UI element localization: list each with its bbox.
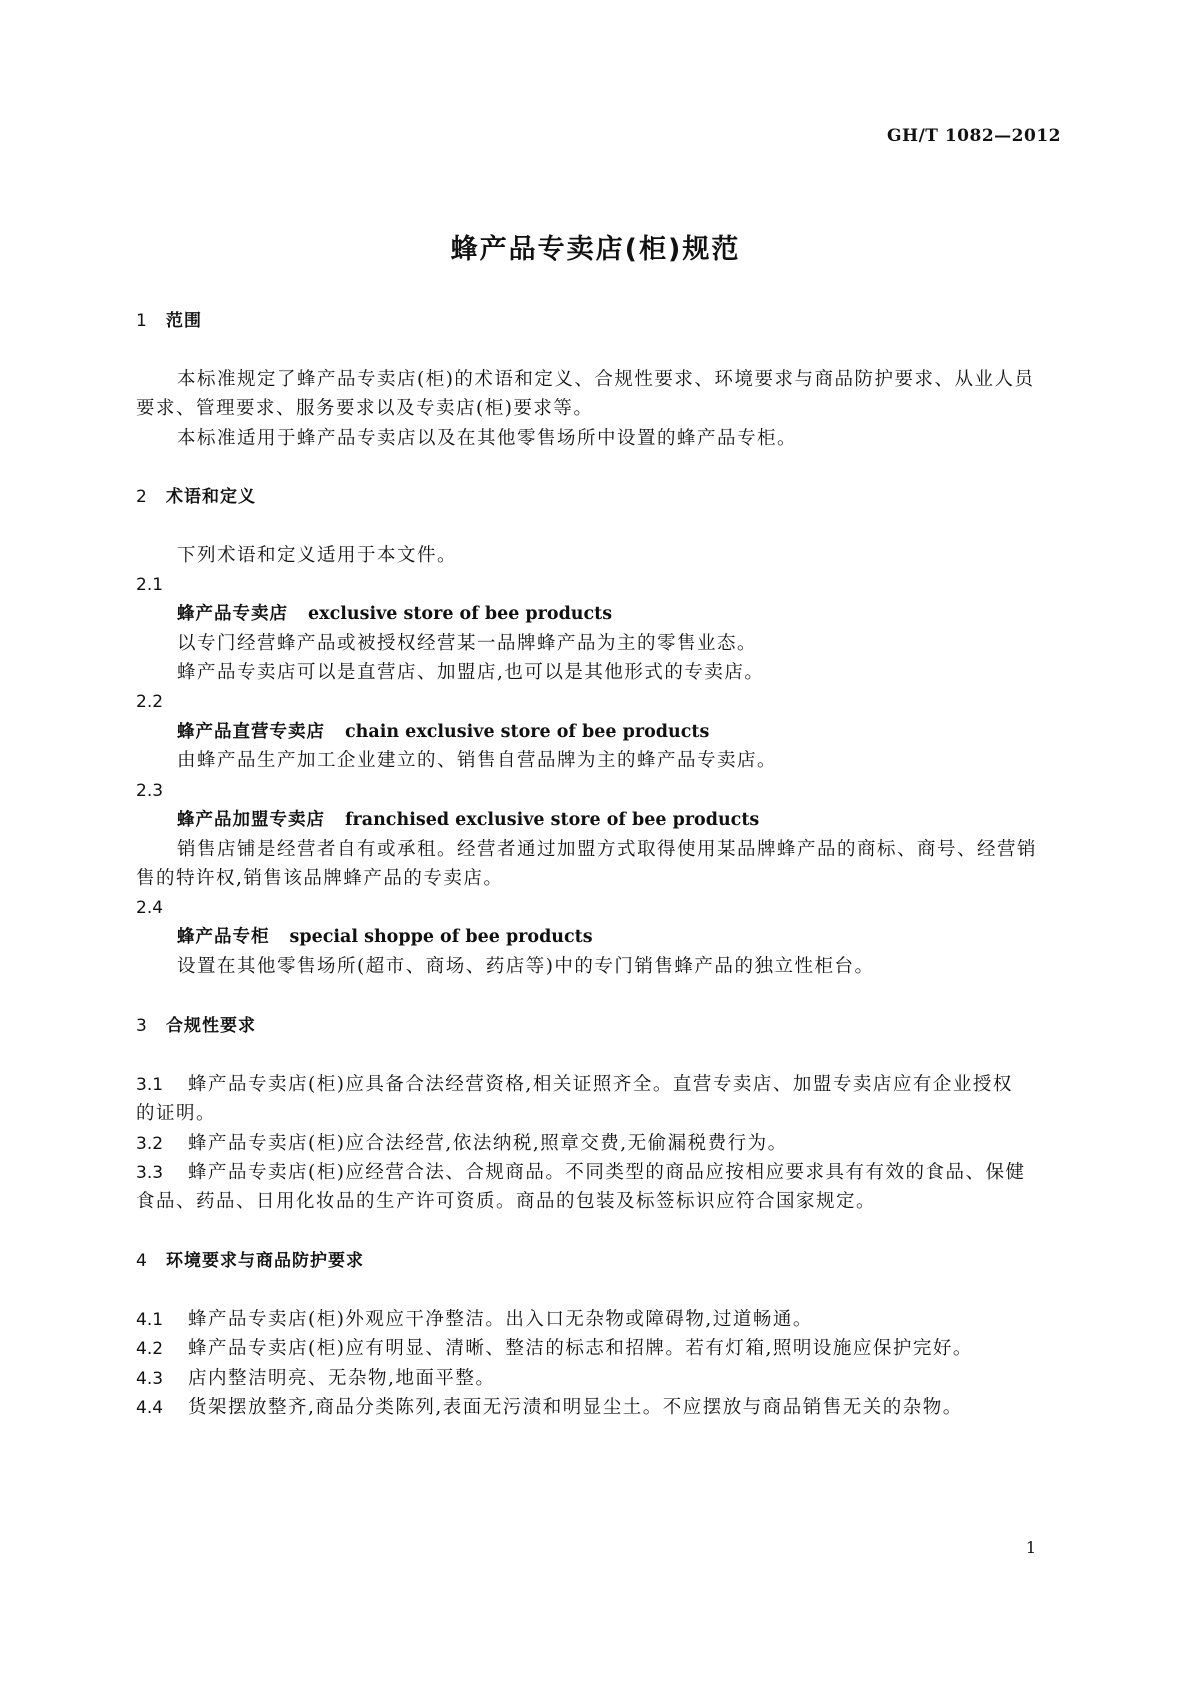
paragraph: 本标准适用于蜂产品专卖店以及在其他零售场所中设置的蜂产品专柜。 (177, 428, 798, 449)
term-title (177, 812, 759, 830)
clause-number: 3.1 (136, 1075, 164, 1095)
clause-number: 2.3 (136, 781, 164, 801)
paragraph: 本标准规定了蜂产品专卖店(柜)的术语和定义、合规性要求、环境要求与商品防护要求、从业人员 (177, 369, 1035, 390)
term-title (177, 724, 709, 742)
clause-number: 4.3 (136, 1369, 164, 1389)
clause-item (136, 1340, 973, 1359)
clause-item (136, 1370, 495, 1389)
term-chinese: 蜂产品直营专卖店 (177, 722, 325, 742)
clause-text: 蜂产品专卖店(柜)应具备合法经营资格,相关证照齐全。直营专卖店、加盟专卖店应有企业授权 (188, 1074, 1013, 1095)
clause-number: 4.2 (136, 1339, 164, 1359)
term-title (177, 929, 593, 947)
section-3-heading (136, 1018, 256, 1035)
clause-number: 2.2 (136, 692, 164, 712)
clause-text: 货架摆放整齐,商品分类陈列,表面无污渍和明显尘土。不应摆放与商品销售无关的杂物。 (188, 1397, 963, 1418)
page-number: 1 (1025, 1538, 1036, 1557)
clause-continuation: 的证明。 (136, 1103, 217, 1124)
standard-number: GH/T 1082—2012 (887, 126, 1061, 146)
section-title: 环境要求与商品防护要求 (166, 1251, 364, 1271)
clause-item (136, 1399, 963, 1418)
clause-number: 2.1 (136, 575, 164, 595)
definition-line: 销售店铺是经营者自有或承租。经营者通过加盟方式取得使用某品牌蜂产品的商标、商号、经营销 (177, 839, 1038, 860)
clause-text: 蜂产品专卖店(柜)应合法经营,依法纳税,照章交费,无偷漏税费行为。 (188, 1133, 788, 1154)
term-title (177, 606, 612, 624)
section-title: 术语和定义 (166, 487, 256, 507)
clause-text: 蜂产品专卖店(柜)应有明显、清晰、整洁的标志和招牌。若有灯箱,照明设施应保护完好。 (188, 1338, 973, 1359)
section-number: 4 (136, 1251, 148, 1271)
definition-line: 设置在其他零售场所(超市、商场、药店等)中的专门销售蜂产品的独立性柜台。 (177, 956, 875, 977)
section-1-heading (136, 313, 202, 330)
section-number: 2 (136, 487, 148, 507)
clause-item (136, 1135, 788, 1154)
clause-number: 3.2 (136, 1134, 164, 1154)
clause-continuation: 食品、药品、日用化妆品的生产许可资质。商品的包装及标签标识应符合国家规定。 (136, 1191, 877, 1212)
clause-item (136, 1311, 813, 1330)
definition-note: 蜂产品专卖店可以是直营店、加盟店,也可以是其他形式的专卖店。 (177, 662, 765, 683)
clause-number: 3.3 (136, 1163, 164, 1183)
paragraph: 下列术语和定义适用于本文件。 (177, 545, 458, 566)
clause-item (136, 1076, 1013, 1095)
term-chinese: 蜂产品专柜 (177, 927, 270, 947)
term-chinese: 蜂产品专卖店 (177, 604, 288, 624)
definition-line: 由蜂产品生产加工企业建立的、销售自营品牌为主的蜂产品专卖店。 (177, 750, 778, 771)
definition-line: 以专门经营蜂产品或被授权经营某一品牌蜂产品为主的零售业态。 (177, 633, 758, 654)
term-english: franchised exclusive store of bee products (345, 810, 760, 830)
clause-number: 4.1 (136, 1310, 164, 1330)
definition-continuation: 售的特许权,销售该品牌蜂产品的专卖店。 (136, 868, 504, 889)
clause-number: 2.4 (136, 898, 164, 918)
section-4-heading (136, 1253, 364, 1270)
section-2-heading (136, 489, 256, 506)
section-number: 3 (136, 1016, 148, 1036)
section-number: 1 (136, 311, 148, 331)
term-english: chain exclusive store of bee products (345, 722, 710, 742)
clause-text: 店内整洁明亮、无杂物,地面平整。 (188, 1368, 496, 1389)
document-title: 蜂产品专卖店(柜)规范 (450, 234, 741, 265)
clause-text: 蜂产品专卖店(柜)应经营合法、合规商品。不同类型的商品应按相应要求具有有效的食品、保健 (188, 1162, 1026, 1183)
clause-text: 蜂产品专卖店(柜)外观应干净整洁。出入口无杂物或障碍物,过道畅通。 (188, 1309, 813, 1330)
term-english: exclusive store of bee products (308, 604, 613, 624)
clause-number: 4.4 (136, 1398, 164, 1418)
clause-item (136, 1164, 1025, 1183)
term-english: special shoppe of bee products (289, 927, 593, 947)
term-chinese: 蜂产品加盟专卖店 (177, 810, 325, 830)
paragraph-continuation: 要求、管理要求、服务要求以及专卖店(柜)要求等。 (136, 398, 594, 419)
section-title: 合规性要求 (166, 1016, 256, 1036)
section-title: 范围 (166, 311, 202, 331)
